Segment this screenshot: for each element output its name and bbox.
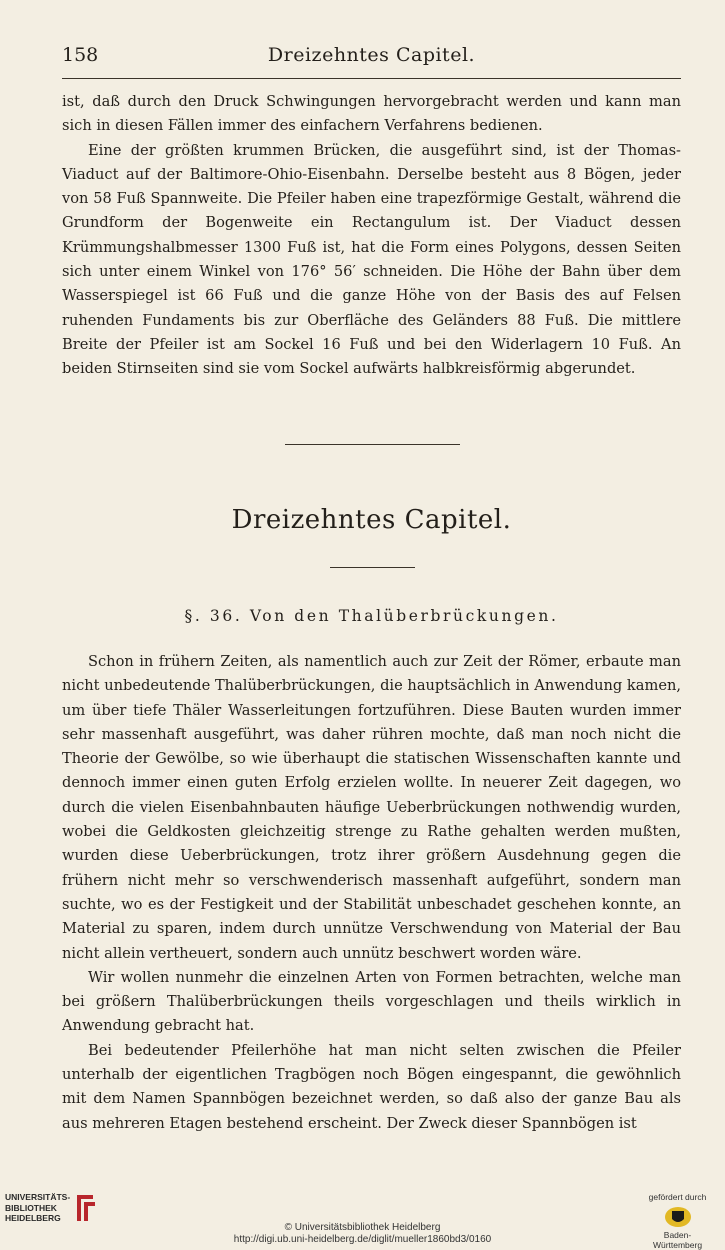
paragraph: Eine der größten krummen Brücken, die ausgeführt sind, ist der Thomas-Viaduct auf der Baltimore-Ohio-Eisenbahn. Derselbe besteht aus 8 Bögen, jeder von 58 Fuß Spannweite. Die Pfeiler haben eine trapezförmige Gestalt, während die Grundform der Bogenweite ein Rectangulum ist. Der Viaduct dessen Krümmungshalbmesser 1300 Fuß ist, hat die Form eines Polygons, dessen Seiten sich unter einem Winkel von 176° 56′ schneiden. Die Höhe der Bahn über dem Wasserspiegel ist 66 Fuß und die ganze Höhe von der Basis des auf Felsen ruhenden Fundaments bis zur Oberfläche des Geländers 88 Fuß. Die mittlere Breite der Pfeiler ist am Sockel 16 Fuß und bei den Widerlagern 10 Fuß. An beiden Stirnseiten sind sie vom Sockel aufwärts halbkreisförmig abgerundet.: [62, 141, 681, 378]
library-logo-text: [5, 1192, 70, 1224]
text-block-section: [62, 650, 681, 1136]
paragraph: ist, daß durch den Druck Schwingungen hervorgebracht werden und kann man sich in diesen Fällen immer des einfachern Verfahrens bedienen.: [62, 93, 681, 135]
separator-rule: [330, 567, 415, 568]
paragraph: Bei bedeutender Pfeilerhöhe hat man nicht selten zwischen die Pfeiler unterhalb der eigentlichen Tragbögen noch Bögen eingespannt, die gewöhnlich mit dem Namen Spannbögen bezeichnet werden, so daß also der ganze Bau als aus mehreren Etagen bestehend erscheint. Der Zweck dieser Spannbögen ist: [62, 1041, 681, 1132]
paragraph: Schon in frühern Zeiten, als namentlich auch zur Zeit der Römer, erbaute man nicht unbedeutende Thalüberbrückungen, die hauptsächlich in Anwendung kamen, um über tiefe Thäler Wasserleitungen fortzuführen. Diese Bauten wurden immer sehr massenhaft ausgeführt, was daher rühren mochte, daß man noch nicht die Theorie der Gewölbe, so wie überhaupt die statischen Wissenschaften kannte und dennoch immer einen guten Erfolg erzielen wollte. In neuerer Zeit dagegen, wo durch die vielen Eisenbahnbauten häufige Ueberbrückungen nothwendig wurden, wobei die Geldkosten gleichzeitig strenge zu Rathe gehalten werden mußten, wurden diese Ueberbrückungen, trotz ihrer größern Ausdehnung gegen die frühern nicht mehr so verschwenderisch massenhaft aufgeführt, sondern man suchte, wo es der Festigkeit und der Stabilität unbeschadet geschehen konnte, an Material zu sparen, indem durch unnütze Verschwendung von Material der Bau nicht allein vertheuert, sondern auch unnütz beschwert worden wäre.: [62, 653, 681, 962]
header-rule: [62, 78, 681, 79]
page-header: [62, 44, 681, 72]
library-name-line: BIBLIOTHEK: [5, 1202, 57, 1213]
library-name-line: UNIVERSITÄTS-: [5, 1192, 71, 1202]
state-coat-of-arms-icon: [663, 1205, 693, 1229]
page-number: 158: [62, 44, 99, 66]
copyright-text: © Universitätsbibliothek Heidelberg: [284, 1222, 441, 1233]
source-url-link[interactable]: http://digi.ub.uni-heidelberg.de/diglit/mueller1860bd3/0160: [233, 1234, 492, 1245]
separator-rule: [285, 444, 460, 445]
funding-badge: [640, 1192, 715, 1250]
funded-by-text: gefördert durch: [648, 1192, 707, 1202]
paragraph: Wir wollen nunmehr die einzelnen Arten von Formen betrachten, welche man bei größern Thalüberbrückungen theils vorgeschlagen und theils wirklich in Anwendung gebracht hat.: [62, 968, 681, 1035]
footer-credit: [0, 1222, 725, 1246]
section-title: §. 36. Von den Thalüberbrückungen.: [184, 607, 559, 625]
text-block-intro: [62, 90, 681, 382]
chapter-title: Dreizehntes Capitel.: [231, 505, 512, 535]
running-title: Dreizehntes Capitel.: [267, 44, 476, 66]
library-name-line: HEIDELBERG: [5, 1213, 61, 1223]
library-logo-icon: [75, 1193, 97, 1223]
state-name-text: Baden-Württemberg: [652, 1230, 703, 1250]
